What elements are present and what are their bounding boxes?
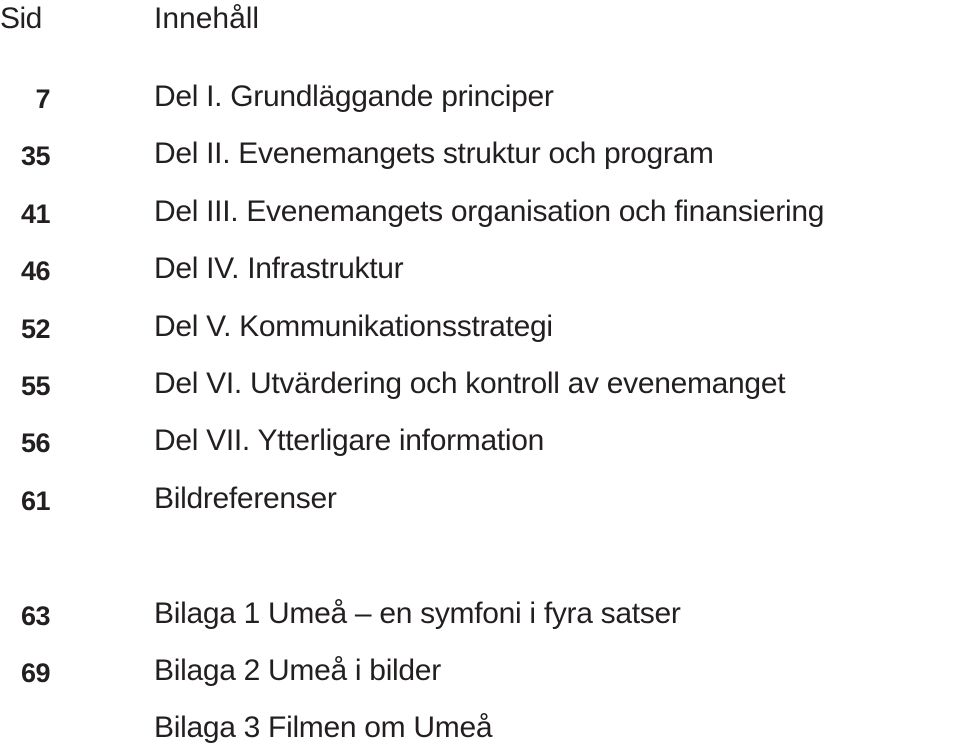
toc-page-number: 52 [20, 314, 50, 344]
toc-entry[interactable] [0, 193, 960, 233]
toc-entry[interactable] [0, 135, 960, 175]
toc-entry-title: Del VII. Ytterligare information [154, 424, 545, 457]
toc-entry-title: Bildreferenser [154, 482, 337, 515]
toc-appendix-entry[interactable] [0, 709, 960, 749]
toc-entry-title: Del II. Evenemangets struktur och program [154, 137, 714, 170]
toc-page-number: 61 [20, 486, 50, 516]
page-column-heading: Sid [0, 2, 42, 35]
toc-entry-title: Del IV. Infrastruktur [154, 252, 404, 285]
toc-page-number: 63 [20, 601, 50, 631]
toc-entry-title: Del V. Kommunikationsstrategi [154, 310, 553, 343]
toc-entry-title: Bilaga 3 Filmen om Umeå [154, 711, 493, 744]
toc-appendix-entry[interactable] [0, 595, 960, 635]
toc-entry-title: Del VI. Utvärdering och kontroll av evenemanget [154, 367, 786, 400]
toc-page-number: 7 [35, 84, 50, 114]
toc-entry-title: Del I. Grundläggande principer [154, 80, 554, 113]
toc-entry[interactable] [0, 422, 960, 462]
toc-entry[interactable] [0, 480, 960, 520]
toc-page-number: 46 [20, 256, 50, 286]
toc-entry[interactable] [0, 250, 960, 290]
toc-entry-title: Bilaga 2 Umeå i bilder [154, 654, 441, 687]
toc-entry-title: Bilaga 1 Umeå – en symfoni i fyra satser [154, 597, 681, 630]
toc-entry[interactable] [0, 365, 960, 405]
toc-page-number: 35 [20, 141, 50, 171]
toc-heading: Innehåll [154, 2, 260, 35]
toc-entry-title: Del III. Evenemangets organisation och finansiering [154, 195, 825, 228]
toc-page-number: 69 [20, 658, 50, 688]
toc-page-number: 41 [20, 199, 50, 229]
toc-page-number: 56 [20, 428, 50, 458]
toc-page-number: 55 [20, 371, 50, 401]
toc-entry[interactable] [0, 308, 960, 348]
toc-appendix-entry[interactable] [0, 652, 960, 692]
toc-entry[interactable] [0, 78, 960, 118]
